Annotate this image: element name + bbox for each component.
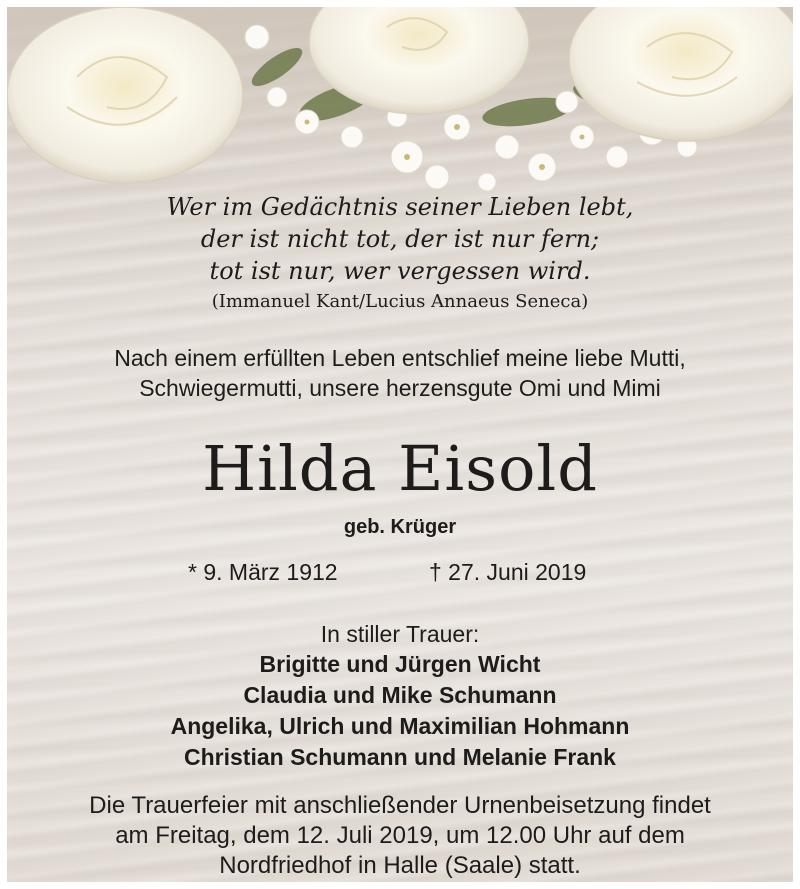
birth-date: * 9. März 1912 xyxy=(188,559,338,585)
birth-name: geb. Krüger xyxy=(343,516,457,538)
mourner-name: Angelika, Ulrich und Maximilian Hohmann xyxy=(170,713,630,739)
mourner-name: Claudia und Mike Schumann xyxy=(243,682,557,708)
funeral-line: am Freitag, dem 12. Juli 2019, um 12.00 Uhr auf dem xyxy=(115,822,685,849)
quote-line: tot ist nur, wer vergessen wird. xyxy=(209,257,591,285)
quote-line: Wer im Gedächtnis seiner Lieben lebt, xyxy=(166,193,634,221)
funeral-line: Nordfriedhof in Halle (Saale) statt. xyxy=(219,852,581,879)
white-roses-image xyxy=(7,7,793,207)
mourner-name: Brigitte und Jürgen Wicht xyxy=(259,651,541,677)
quote-line: der ist nicht tot, der ist nur fern; xyxy=(200,225,600,253)
deceased-name: Hilda Eisold xyxy=(202,432,598,505)
death-date: † 27. Juni 2019 xyxy=(429,559,587,585)
mourner-name: Christian Schumann und Melanie Frank xyxy=(184,744,616,770)
mourners-heading: In stiller Trauer: xyxy=(320,621,480,647)
funeral-line: Die Trauerfeier mit anschließender Urnenbeisetzung findet xyxy=(89,792,711,819)
intro-line: Schwiegermutti, unsere herzensgute Omi und Mimi xyxy=(139,375,661,401)
quote-attribution: (Immanuel Kant/Lucius Annaeus Seneca) xyxy=(211,291,589,312)
intro-line: Nach einem erfüllten Leben entschlief meine liebe Mutti, xyxy=(114,345,686,371)
